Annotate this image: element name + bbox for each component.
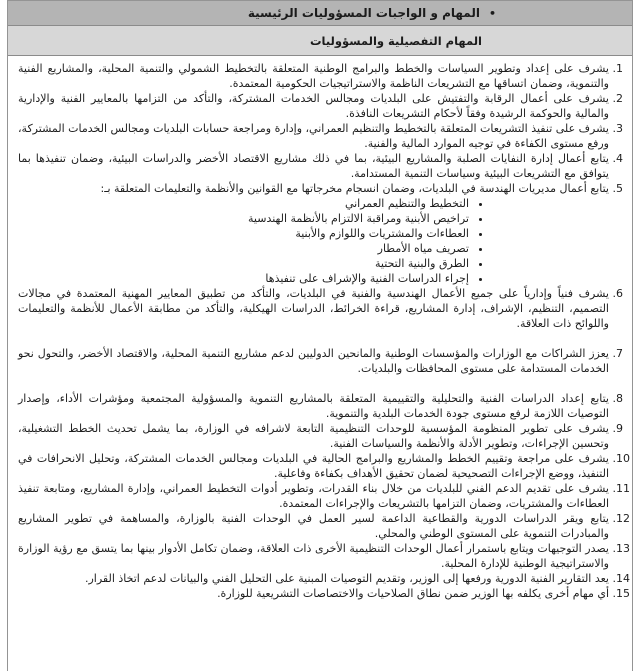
task-text: يشرف فنياً وإدارياً على جميع الأعمال الهندسية والفنية في البلديات، والتأكد من تطبيق المعايير المهنية المعتمدة في مجالات التصميم، التنظيم، الإشراف، إدارة المشاريع، قراءة الخرائط، الدراسات الهيكلية، والتأكد من مطابقة الأعمال للأنظمة والتعليمات واللوائح ذات العلاقة. (18, 287, 609, 330)
task-item (18, 421, 609, 451)
task-text: يشرف على إعداد وتطوير السياسات والخطط والبرامج الوطنية المتعلقة بالتخطيط الشمولي والتنمية المحلية، والمشاريع الفنية والتنموية، وضمان اتساقها مع التشريعات الناظمة والاستراتيجيات الحكومية المعتمدة. (18, 62, 609, 90)
task-text: يصدر التوجيهات ويتابع باستمرار أعمال الوحدات التنظيمية الأخرى ذات العلاقة، وضمان تكامل الأدوار بينها بما يتسق مع رؤية الوزارة والاستراتيجية الوطنية للإدارة المحلية. (18, 542, 609, 570)
bullet-icon: • (488, 6, 496, 20)
task-item (18, 571, 609, 586)
task-text: يعد التقارير الفنية الدورية ورفعها إلى الوزير، وتقديم التوصيات المبنية على التحليل الفني والبيانات لدعم اتخاذ القرار. (84, 572, 609, 585)
main-heading-text: المهام و الواجبات المسؤوليات الرئيسية (247, 6, 480, 20)
task-subitem: • العطاءات والمشتريات واللوازم والأبنية (18, 226, 469, 241)
task-text: يشرف على مراجعة وتقييم الخطط والمشاريع والبرامج الحالية في البلديات ومجالس الخدمات المشتركة، وتحليل الانحرافات في التنفيذ، ووضع الإجراءات التصحيحية لضمان تحقيق الأهداف بكفاءة وفاعلية. (18, 452, 609, 480)
task-text: يتابع أعمال مديريات الهندسة في البلديات، وضمان انسجام مخرجاتها مع القوانين والأنظمة والتعليمات المتعلقة بـ: (100, 182, 609, 195)
task-item (18, 151, 609, 181)
task-item (18, 541, 609, 571)
task-item (18, 511, 609, 541)
task-subitem: • الطرق والبنية التحتية (18, 256, 469, 271)
task-text: يتابع أعمال إدارة النفايات الصلبة والمشاريع البيئية، بما في ذلك مشاريع الاقتصاد الأخضر والدراسات البيئية، وضمان تنفيذها بما يتوافق مع التشريعات البيئية وسياسات التنمية المستدامة. (18, 152, 609, 180)
task-text: يتابع ويقر الدراسات الدورية والقطاعية الداعمة لسير العمل في الوحدات الفنية بالوزارة، والمساهمة في تطوير المشاريع والمبادرات التنموية على المستوى الوطني والمحلي. (18, 512, 609, 540)
task-item (18, 91, 609, 121)
task-text: يشرف على أعمال الرقابة والتفتيش على البلديات ومجالس الخدمات المشتركة، والتأكد من التزامها بالمعايير الفنية والإدارية والمالية والحوكمة الرشيدة وفقاً لأحكام التشريعات النافذة. (18, 92, 609, 120)
task-text: يشرف على تنفيذ التشريعات المتعلقة بالتخطيط والتنظيم العمراني، وإدارة ومراجعة حسابات البلديات ومجالس الخدمات المشتركة، ورفع مستوى الكفاءة في توجيه الموارد المالية والفنية. (18, 122, 609, 150)
section-heading-row (8, 26, 632, 56)
task-subitem: • إجراء الدراسات الفنية والإشراف على تنفيذها (18, 271, 469, 286)
task-subitem: • التخطيط والتنظيم العمراني (18, 196, 469, 211)
task-item (18, 286, 609, 331)
task-item (18, 481, 609, 511)
main-heading-row (8, 0, 632, 26)
task-item (18, 61, 609, 91)
section-heading-text: المهام التفصيلية والمسؤوليات (309, 33, 482, 48)
task-text: يتابع إعداد الدراسات الفنية والتحليلية والتقييمية المتعلقة بالمشاريع التنموية والمسؤولية المجتمعية ومؤشرات الأداء، وإصدار التوصيات اللازمة لرفع مستوى جودة الخدمات البلدية والتنموية. (18, 392, 609, 420)
tasks-content (8, 56, 632, 601)
task-subitem: • تصريف مياه الأمطار (18, 241, 469, 256)
task-item (18, 181, 609, 286)
task-item (18, 451, 609, 481)
task-text: يشرف على تطوير المنظومة المؤسسية للوحدات التنظيمية التابعة لاشرافه في الوزارة، بما يشمل تحديث الخطط التشغيلية، وتحسين الإجراءات، وتطوير الأدلة والأنظمة والسياسات الفنية. (18, 422, 609, 450)
task-list (18, 61, 626, 601)
task-item (18, 391, 609, 421)
task-item (18, 346, 609, 376)
task-subitem-list (18, 196, 609, 286)
tasks-table (7, 0, 633, 671)
task-subitem: • تراخيص الأبنية ومراقبة الالتزام بالأنظمة الهندسية (18, 211, 469, 226)
task-item (18, 586, 609, 601)
task-text: أي مهام أخرى يكلفه بها الوزير ضمن نطاق الصلاحيات والاختصاصات التشريعية للوزارة. (217, 587, 609, 600)
task-item (18, 121, 609, 151)
task-text: يعزز الشراكات مع الوزارات والمؤسسات الوطنية والمانحين الدوليين لدعم مشاريع التنمية المحلية، والاقتصاد الأخضر، والتحول نحو الخدمات المستدامة على مستوى المحافظات والبلديات. (18, 347, 609, 375)
task-text: يشرف على تقديم الدعم الفني للبلديات من خلال بناء القدرات، وتطوير أدوات التخطيط العمراني، وإدارة المشاريع، ومتابعة تنفيذ العطاءات والمشتريات، وضمان التزامها بالتشريعات والإجراءات المعتمدة. (18, 482, 609, 510)
